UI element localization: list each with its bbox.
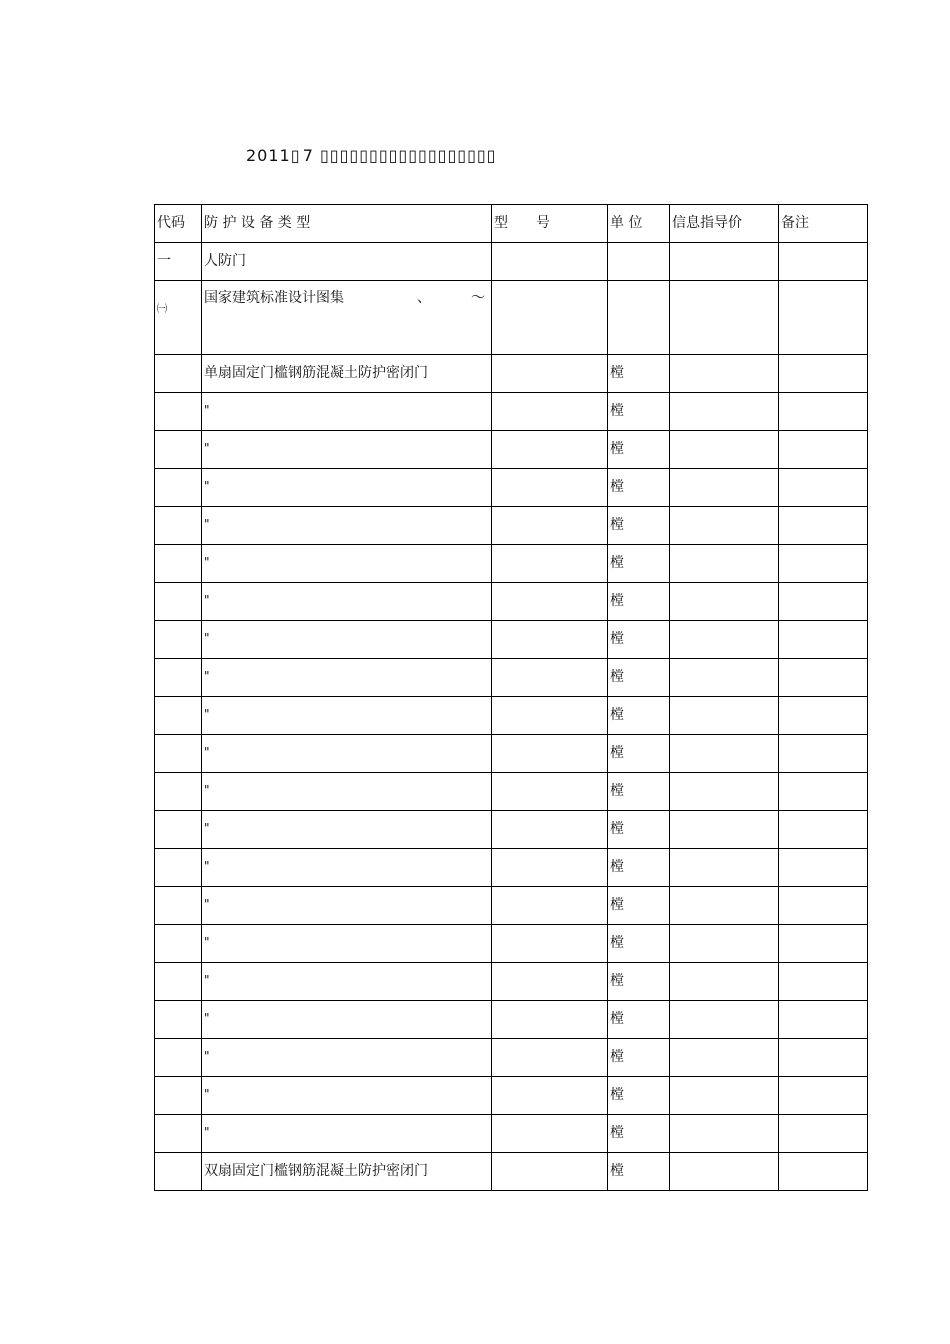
row-code — [155, 887, 202, 925]
row-model — [492, 507, 608, 545]
row-price — [670, 355, 779, 393]
row-unit: 樘 — [608, 773, 670, 811]
row-unit: 樘 — [608, 1077, 670, 1115]
row-model — [492, 849, 608, 887]
row-price — [670, 925, 779, 963]
row-code — [155, 1153, 202, 1191]
row-name: " — [202, 659, 492, 697]
row-price — [670, 887, 779, 925]
section-row — [155, 243, 868, 281]
row-name: " — [202, 773, 492, 811]
row-code — [155, 1039, 202, 1077]
row-note — [779, 773, 868, 811]
row-unit: 樘 — [608, 1115, 670, 1153]
row-unit: 樘 — [608, 431, 670, 469]
table-row — [155, 773, 868, 811]
row-name: " — [202, 811, 492, 849]
subsection-mark2: ～ — [471, 290, 485, 306]
row-note — [779, 811, 868, 849]
row-unit: 樘 — [608, 393, 670, 431]
row-unit: 樘 — [608, 1153, 670, 1191]
row-unit: 樘 — [608, 963, 670, 1001]
table-row — [155, 849, 868, 887]
row-unit: 樘 — [608, 659, 670, 697]
row-code — [155, 355, 202, 393]
row-name: " — [202, 963, 492, 1001]
row-code — [155, 925, 202, 963]
row-price — [670, 659, 779, 697]
row-price — [670, 773, 779, 811]
subsection-name-cell — [202, 281, 492, 355]
row-note — [779, 583, 868, 621]
header-price: 信息指导价 — [670, 205, 779, 243]
row-code — [155, 583, 202, 621]
row-unit: 樘 — [608, 735, 670, 773]
row-name: " — [202, 507, 492, 545]
row-model — [492, 1039, 608, 1077]
row-price — [670, 583, 779, 621]
row-note — [779, 469, 868, 507]
row-name: " — [202, 887, 492, 925]
row-name: " — [202, 925, 492, 963]
header-code: 代码 — [155, 205, 202, 243]
row-note — [779, 545, 868, 583]
row-model — [492, 963, 608, 1001]
row-code — [155, 849, 202, 887]
row-price — [670, 1153, 779, 1191]
subsection-code-cell — [155, 281, 202, 355]
table-header-row — [155, 205, 868, 243]
row-model — [492, 773, 608, 811]
row-note — [779, 1039, 868, 1077]
row-price — [670, 811, 779, 849]
row-unit: 樘 — [608, 621, 670, 659]
table-row — [155, 431, 868, 469]
row-code — [155, 469, 202, 507]
row-price — [670, 507, 779, 545]
subsection-row — [155, 281, 868, 355]
row-note — [779, 393, 868, 431]
row-price — [670, 469, 779, 507]
row-code — [155, 621, 202, 659]
row-price — [670, 963, 779, 1001]
row-name: " — [202, 393, 492, 431]
row-note — [779, 355, 868, 393]
table-row — [155, 1153, 868, 1191]
title-year: 2011 — [246, 146, 291, 165]
row-name: " — [202, 849, 492, 887]
header-model — [492, 205, 608, 243]
row-price — [670, 431, 779, 469]
row-model — [492, 1001, 608, 1039]
row-code — [155, 773, 202, 811]
subsection-mark1: 、 — [417, 290, 431, 306]
row-code — [155, 963, 202, 1001]
row-price — [670, 545, 779, 583]
table-row — [155, 887, 868, 925]
row-unit: 樘 — [608, 469, 670, 507]
row-price — [670, 621, 779, 659]
row-model — [492, 735, 608, 773]
row-note — [779, 659, 868, 697]
row-model — [492, 469, 608, 507]
row-code — [155, 1077, 202, 1115]
row-code — [155, 659, 202, 697]
row-name: " — [202, 469, 492, 507]
header-model-a: 型 — [494, 215, 508, 231]
row-name: " — [202, 583, 492, 621]
row-model — [492, 621, 608, 659]
row-code — [155, 811, 202, 849]
row-unit: 樘 — [608, 583, 670, 621]
row-code — [155, 393, 202, 431]
row-code — [155, 735, 202, 773]
row-price — [670, 393, 779, 431]
row-model — [492, 1115, 608, 1153]
row-unit: 樘 — [608, 545, 670, 583]
header-model-b: 号 — [536, 215, 550, 231]
title-month: 7 — [302, 146, 314, 165]
row-note — [779, 431, 868, 469]
table-row — [155, 1039, 868, 1077]
row-unit: 樘 — [608, 1039, 670, 1077]
row-name: " — [202, 1077, 492, 1115]
row-unit: 樘 — [608, 887, 670, 925]
row-name: " — [202, 545, 492, 583]
row-note — [779, 507, 868, 545]
row-price — [670, 1001, 779, 1039]
row-model — [492, 659, 608, 697]
row-code — [155, 1001, 202, 1039]
table-row — [155, 621, 868, 659]
table-row — [155, 507, 868, 545]
row-unit: 樘 — [608, 849, 670, 887]
row-note — [779, 697, 868, 735]
row-name: " — [202, 431, 492, 469]
table-row — [155, 735, 868, 773]
table-row — [155, 1001, 868, 1039]
table-row — [155, 963, 868, 1001]
row-note — [779, 1115, 868, 1153]
row-code — [155, 545, 202, 583]
table-row — [155, 355, 868, 393]
row-name: " — [202, 735, 492, 773]
row-model — [492, 811, 608, 849]
row-note — [779, 735, 868, 773]
row-name: 双扇固定门槛钢筋混凝土防护密闭门 — [202, 1153, 492, 1191]
row-code — [155, 431, 202, 469]
row-name: " — [202, 1039, 492, 1077]
row-note — [779, 963, 868, 1001]
title-mark: ▯ — [290, 146, 301, 165]
row-note — [779, 1001, 868, 1039]
row-name: 单扇固定门槛钢筋混凝土防护密闭门 — [202, 355, 492, 393]
price-table — [154, 204, 868, 1191]
header-unit: 单 位 — [608, 205, 670, 243]
row-note — [779, 621, 868, 659]
row-model — [492, 393, 608, 431]
row-model — [492, 697, 608, 735]
row-model — [492, 431, 608, 469]
table-row — [155, 811, 868, 849]
subsection-name: 国家建筑标准设计图集 — [204, 290, 344, 306]
row-price — [670, 1039, 779, 1077]
row-code — [155, 1115, 202, 1153]
row-price — [670, 735, 779, 773]
row-unit: 樘 — [608, 925, 670, 963]
row-price — [670, 1115, 779, 1153]
table-row — [155, 659, 868, 697]
title-rest: ▯▯▯▯▯▯▯▯▯▯▯▯▯▯▯▯▯▯ — [313, 146, 497, 165]
table-row — [155, 925, 868, 963]
row-name: " — [202, 1001, 492, 1039]
row-model — [492, 887, 608, 925]
row-unit: 樘 — [608, 697, 670, 735]
row-model — [492, 545, 608, 583]
row-name: " — [202, 621, 492, 659]
subsection-code: ㈠ — [157, 304, 167, 315]
row-note — [779, 925, 868, 963]
row-model — [492, 355, 608, 393]
table-row — [155, 545, 868, 583]
table-row — [155, 393, 868, 431]
row-note — [779, 887, 868, 925]
row-model — [492, 925, 608, 963]
document-title — [246, 146, 496, 165]
table-row — [155, 1115, 868, 1153]
row-model — [492, 583, 608, 621]
row-unit: 樘 — [608, 811, 670, 849]
row-code — [155, 507, 202, 545]
row-note — [779, 1077, 868, 1115]
row-unit: 樘 — [608, 355, 670, 393]
row-note — [779, 849, 868, 887]
table-row — [155, 469, 868, 507]
row-code — [155, 697, 202, 735]
row-name: " — [202, 1115, 492, 1153]
row-note — [779, 1153, 868, 1191]
row-model — [492, 1077, 608, 1115]
header-type: 防 护 设 备 类 型 — [202, 205, 492, 243]
table-row — [155, 697, 868, 735]
table-row — [155, 583, 868, 621]
row-price — [670, 1077, 779, 1115]
row-model — [492, 1153, 608, 1191]
row-price — [670, 697, 779, 735]
row-unit: 樘 — [608, 507, 670, 545]
row-unit: 樘 — [608, 1001, 670, 1039]
header-note: 备注 — [779, 205, 868, 243]
row-price — [670, 849, 779, 887]
section-code: 一 — [155, 243, 202, 281]
section-name: 人防门 — [202, 243, 492, 281]
table-row — [155, 1077, 868, 1115]
row-name: " — [202, 697, 492, 735]
